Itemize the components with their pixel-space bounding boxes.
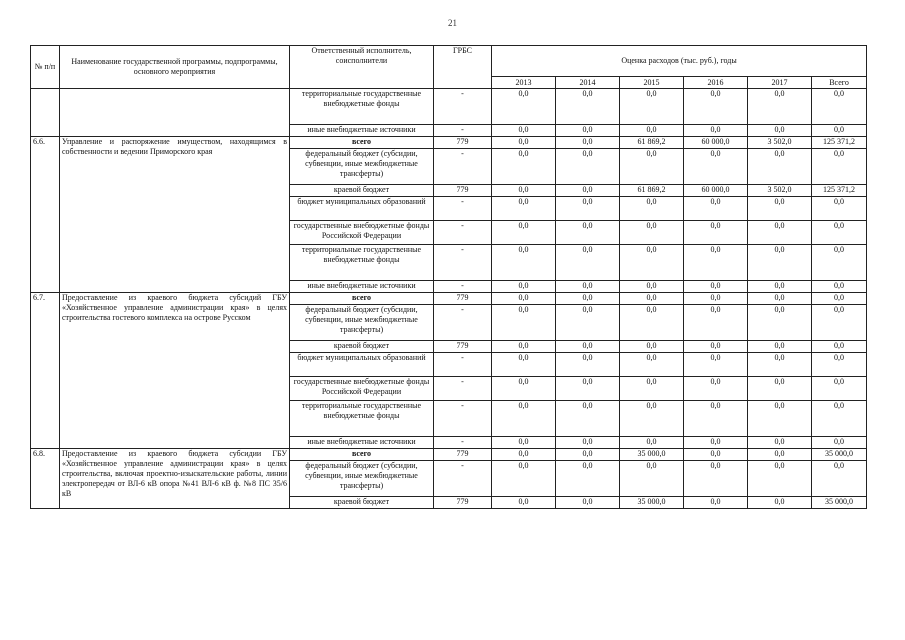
- total-value: 0,0: [812, 461, 867, 497]
- year-value: 0,0: [556, 293, 620, 305]
- year-value: 0,0: [684, 461, 748, 497]
- year-value: 0,0: [492, 149, 556, 185]
- year-value: 0,0: [556, 461, 620, 497]
- row-number: 6.7.: [31, 293, 60, 449]
- header-year: 2017: [748, 77, 812, 89]
- year-value: 35 000,0: [620, 449, 684, 461]
- year-value: 0,0: [492, 497, 556, 509]
- grbs-code: -: [434, 401, 492, 437]
- year-value: 0,0: [620, 221, 684, 245]
- total-value: 0,0: [812, 221, 867, 245]
- table-row: [31, 449, 867, 461]
- year-value: 0,0: [748, 197, 812, 221]
- year-value: 0,0: [556, 497, 620, 509]
- funding-source: иные внебюджетные источники: [290, 281, 434, 293]
- year-value: 0,0: [684, 377, 748, 401]
- grbs-code: 779: [434, 497, 492, 509]
- grbs-code: -: [434, 221, 492, 245]
- funding-source: краевой бюджет: [290, 341, 434, 353]
- year-value: 0,0: [684, 353, 748, 377]
- activity-name: Управление и распоряжение имуществом, находящимся в собственности и ведении Приморского края: [60, 137, 290, 293]
- year-value: 0,0: [556, 377, 620, 401]
- page-number: 21: [448, 18, 457, 28]
- total-value: 125 371,2: [812, 185, 867, 197]
- budget-table: [30, 45, 867, 509]
- funding-source: краевой бюджет: [290, 185, 434, 197]
- year-value: 0,0: [620, 437, 684, 449]
- grbs-code: -: [434, 353, 492, 377]
- total-value: 35 000,0: [812, 497, 867, 509]
- grbs-code: 779: [434, 341, 492, 353]
- year-value: 0,0: [492, 461, 556, 497]
- year-value: 0,0: [620, 197, 684, 221]
- year-value: 0,0: [620, 341, 684, 353]
- table-row: [31, 137, 867, 149]
- row-number: 6.8.: [31, 449, 60, 509]
- grbs-code: 779: [434, 185, 492, 197]
- year-value: 0,0: [684, 221, 748, 245]
- funding-source: краевой бюджет: [290, 497, 434, 509]
- header-num: № п/п: [31, 46, 60, 89]
- year-value: 3 502,0: [748, 137, 812, 149]
- funding-source: иные внебюджетные источники: [290, 437, 434, 449]
- year-value: 0,0: [620, 125, 684, 137]
- total-value: 0,0: [812, 197, 867, 221]
- row-number: [31, 89, 60, 137]
- header-year: 2014: [556, 77, 620, 89]
- year-value: 0,0: [556, 281, 620, 293]
- grbs-code: 779: [434, 449, 492, 461]
- year-value: 0,0: [620, 353, 684, 377]
- year-value: 0,0: [556, 305, 620, 341]
- funding-source: всего: [290, 449, 434, 461]
- year-value: 0,0: [684, 497, 748, 509]
- total-value: 0,0: [812, 341, 867, 353]
- row-number: 6.6.: [31, 137, 60, 293]
- activity-name: Предоставление из краевого бюджета субсидии ГБУ «Хозяйственное управление администрации края» в целях строительства, включая проектно-изыскательские работы, линии электропередач от ВЛ-6 кВ опора №41 ВЛ-6 кВ ф. №8 ПС 35/6 кВ: [60, 449, 290, 509]
- year-value: 0,0: [748, 341, 812, 353]
- year-value: 0,0: [556, 125, 620, 137]
- funding-source: бюджет муниципальных образований: [290, 353, 434, 377]
- year-value: 0,0: [492, 89, 556, 125]
- total-value: 0,0: [812, 377, 867, 401]
- year-value: 0,0: [684, 449, 748, 461]
- activity-name: [60, 89, 290, 137]
- year-value: 61 869,2: [620, 185, 684, 197]
- year-value: 0,0: [492, 197, 556, 221]
- total-value: 0,0: [812, 89, 867, 125]
- funding-source: федеральный бюджет (субсидии, субвенции, иные межбюджетные трансферты): [290, 461, 434, 497]
- grbs-code: -: [434, 305, 492, 341]
- year-value: 0,0: [556, 185, 620, 197]
- year-value: 0,0: [492, 245, 556, 281]
- year-value: 0,0: [684, 305, 748, 341]
- total-value: 0,0: [812, 401, 867, 437]
- grbs-code: -: [434, 281, 492, 293]
- funding-source: территориальные государственные внебюджетные фонды: [290, 245, 434, 281]
- table-row: [31, 293, 867, 305]
- header-year: 2015: [620, 77, 684, 89]
- grbs-code: -: [434, 461, 492, 497]
- year-value: 0,0: [684, 437, 748, 449]
- year-value: 60 000,0: [684, 137, 748, 149]
- year-value: 0,0: [556, 89, 620, 125]
- year-value: 0,0: [492, 125, 556, 137]
- header-year: 2016: [684, 77, 748, 89]
- total-value: 0,0: [812, 437, 867, 449]
- year-value: 0,0: [556, 437, 620, 449]
- year-value: 0,0: [620, 377, 684, 401]
- year-value: 0,0: [492, 437, 556, 449]
- year-value: 0,0: [492, 305, 556, 341]
- year-value: 0,0: [492, 353, 556, 377]
- year-value: 0,0: [620, 293, 684, 305]
- year-value: 0,0: [492, 401, 556, 437]
- total-value: 0,0: [812, 125, 867, 137]
- year-value: 0,0: [620, 245, 684, 281]
- year-value: 0,0: [620, 461, 684, 497]
- year-value: 0,0: [556, 245, 620, 281]
- funding-source: государственные внебюджетные фонды Российской Федерации: [290, 377, 434, 401]
- grbs-code: -: [434, 149, 492, 185]
- header-year: 2013: [492, 77, 556, 89]
- header-responsible: Ответственный исполнитель, соисполнители: [290, 46, 434, 89]
- funding-source: государственные внебюджетные фонды Российской Федерации: [290, 221, 434, 245]
- year-value: 0,0: [556, 149, 620, 185]
- year-value: 0,0: [748, 221, 812, 245]
- activity-name: Предоставление из краевого бюджета субсидий ГБУ «Хозяйственное управление администрации края» в целях строительства гостевого комплекса на острове Русском: [60, 293, 290, 449]
- year-value: 0,0: [748, 305, 812, 341]
- year-value: 3 502,0: [748, 185, 812, 197]
- funding-source: территориальные государственные внебюджетные фонды: [290, 89, 434, 125]
- year-value: 0,0: [684, 125, 748, 137]
- year-value: 0,0: [620, 401, 684, 437]
- grbs-code: -: [434, 125, 492, 137]
- year-value: 0,0: [748, 497, 812, 509]
- year-value: 0,0: [620, 149, 684, 185]
- grbs-code: -: [434, 377, 492, 401]
- header-grbs: ГРБС: [434, 46, 492, 89]
- year-value: 0,0: [748, 245, 812, 281]
- funding-source: всего: [290, 137, 434, 149]
- header-estimate: Оценка расходов (тыс. руб.), годы: [492, 46, 867, 77]
- funding-source: федеральный бюджет (субсидии, субвенции, иные межбюджетные трансферты): [290, 149, 434, 185]
- year-value: 61 869,2: [620, 137, 684, 149]
- year-value: 0,0: [620, 281, 684, 293]
- year-value: 0,0: [556, 353, 620, 377]
- year-value: 0,0: [620, 89, 684, 125]
- year-value: 0,0: [684, 89, 748, 125]
- header-total: Всего: [812, 77, 867, 89]
- year-value: 0,0: [748, 149, 812, 185]
- year-value: 0,0: [492, 185, 556, 197]
- total-value: 0,0: [812, 353, 867, 377]
- funding-source: федеральный бюджет (субсидии, субвенции, иные межбюджетные трансферты): [290, 305, 434, 341]
- total-value: 0,0: [812, 149, 867, 185]
- funding-source: всего: [290, 293, 434, 305]
- grbs-code: -: [434, 197, 492, 221]
- year-value: 0,0: [748, 293, 812, 305]
- year-value: 0,0: [748, 449, 812, 461]
- year-value: 0,0: [556, 449, 620, 461]
- year-value: 0,0: [748, 377, 812, 401]
- funding-source: территориальные государственные внебюджетные фонды: [290, 401, 434, 437]
- total-value: 0,0: [812, 293, 867, 305]
- year-value: 60 000,0: [684, 185, 748, 197]
- year-value: 0,0: [748, 401, 812, 437]
- year-value: 0,0: [748, 89, 812, 125]
- year-value: 0,0: [748, 437, 812, 449]
- year-value: 0,0: [492, 377, 556, 401]
- total-value: 0,0: [812, 245, 867, 281]
- year-value: 0,0: [684, 401, 748, 437]
- funding-source: иные внебюджетные источники: [290, 125, 434, 137]
- total-value: 125 371,2: [812, 137, 867, 149]
- year-value: 0,0: [684, 197, 748, 221]
- year-value: 0,0: [684, 149, 748, 185]
- year-value: 0,0: [620, 305, 684, 341]
- grbs-code: -: [434, 89, 492, 125]
- year-value: 0,0: [748, 461, 812, 497]
- grbs-code: 779: [434, 293, 492, 305]
- grbs-code: -: [434, 245, 492, 281]
- year-value: 0,0: [684, 281, 748, 293]
- header-name: Наименование государственной программы, подпрограммы, основного мероприятия: [60, 46, 290, 89]
- total-value: 35 000,0: [812, 449, 867, 461]
- table-row: [31, 89, 867, 125]
- total-value: 0,0: [812, 281, 867, 293]
- year-value: 0,0: [684, 341, 748, 353]
- year-value: 0,0: [492, 341, 556, 353]
- year-value: 0,0: [492, 221, 556, 245]
- table-body: [31, 89, 867, 509]
- grbs-code: -: [434, 437, 492, 449]
- year-value: 0,0: [492, 137, 556, 149]
- year-value: 0,0: [684, 245, 748, 281]
- year-value: 0,0: [556, 137, 620, 149]
- year-value: 0,0: [748, 125, 812, 137]
- year-value: 0,0: [492, 293, 556, 305]
- year-value: 35 000,0: [620, 497, 684, 509]
- year-value: 0,0: [684, 293, 748, 305]
- year-value: 0,0: [556, 401, 620, 437]
- year-value: 0,0: [556, 341, 620, 353]
- total-value: 0,0: [812, 305, 867, 341]
- year-value: 0,0: [556, 221, 620, 245]
- year-value: 0,0: [492, 449, 556, 461]
- grbs-code: 779: [434, 137, 492, 149]
- year-value: 0,0: [748, 281, 812, 293]
- year-value: 0,0: [492, 281, 556, 293]
- year-value: 0,0: [748, 353, 812, 377]
- funding-source: бюджет муниципальных образований: [290, 197, 434, 221]
- year-value: 0,0: [556, 197, 620, 221]
